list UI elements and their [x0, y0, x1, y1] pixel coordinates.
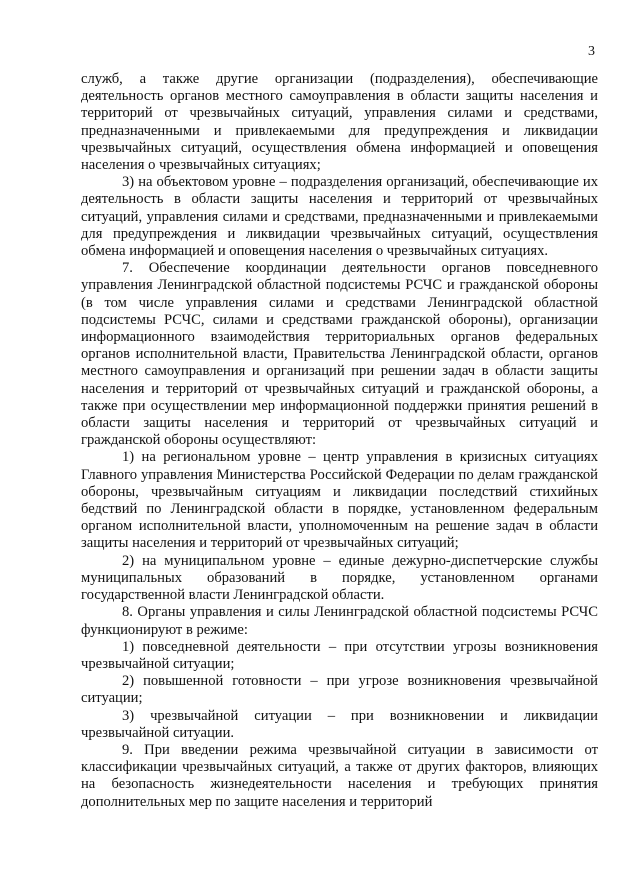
document-body [81, 71, 598, 811]
paragraph-mode-high-readiness: 2) повышенной готовности – при угрозе возникновения чрезвычайной ситуации; [81, 673, 598, 707]
paragraph-municipal-level: 2) на муниципальном уровне – единые дежурно-диспетчерские службы муниципальных образований в порядке, установленном органами государственной власти Ленинградской области. [81, 552, 598, 604]
paragraph-regional-level: 1) на региональном уровне – центр управления в кризисных ситуациях Главного управления Министерства Российской Федерации по делам гражданской обороны, чрезвычайным ситуациям и ликвидации последствий стихийных бедствий по Ленинградской области в порядке, установленном федеральным органом исполнительной власти, уполномоченным на решение задач в области защиты населения и территорий от чрезвычайных ситуаций; [81, 449, 598, 552]
paragraph-mode-emergency: 3) чрезвычайной ситуации – при возникновении и ликвидации чрезвычайной ситуации. [81, 707, 598, 741]
paragraph-mode-daily: 1) повседневной деятельности – при отсутствии угрозы возникновения чрезвычайной ситуации; [81, 638, 598, 672]
page-number: 3 [588, 44, 595, 59]
paragraph-item-8-modes: 8. Органы управления и силы Ленинградской областной подсистемы РСЧС функционируют в режиме: [81, 604, 598, 638]
paragraph-item-9-emergency-regime: 9. При введении режима чрезвычайной ситуации в зависимости от классификации чрезвычайных ситуаций, а также от других факторов, влияющих на безопасность жизнедеятельности населения и требующих принятия дополнительных мер по защите населения и территорий [81, 741, 598, 810]
paragraph-item-7-coordination: 7. Обеспечение координации деятельности органов повседневного управления Ленинградской областной подсистемы РСЧС и гражданской обороны (в том числе управления силами и средствами Ленинградской областной подсистемы РСЧС, силами и средствами гражданской обороны), организации информационного взаимодействия территориальных органов федеральных органов исполнительной власти, Правительства Ленинградской области, органов местного самоуправления и организаций при решении задач в области защиты населения и территорий от чрезвычайных ситуаций и гражданской обороны, а также при осуществлении мер информационной поддержки принятия решений в области защиты населения и территорий от чрезвычайных ситуаций и гражданской обороны осуществляют: [81, 260, 598, 449]
paragraph-object-level: 3) на объектовом уровне – подразделения организаций, обеспечивающие их деятельность в области защиты населения и территорий от чрезвычайных ситуаций, управления силами и средствами, предназначенными и привлекаемыми для предупреждения и ликвидации чрезвычайных ситуаций, осуществления обмена информацией и оповещения населения о чрезвычайных ситуациях. [81, 174, 598, 260]
paragraph-services-continuation: служб, а также другие организации (подразделения), обеспечивающие деятельность органов местного самоуправления в области защиты населения и территорий от чрезвычайных ситуаций, управления силами и средствами, предназначенными и привлекаемыми для предупреждения и ликвидации чрезвычайных ситуаций, осуществления обмена информацией и оповещения населения о чрезвычайных ситуациях; [81, 71, 598, 174]
